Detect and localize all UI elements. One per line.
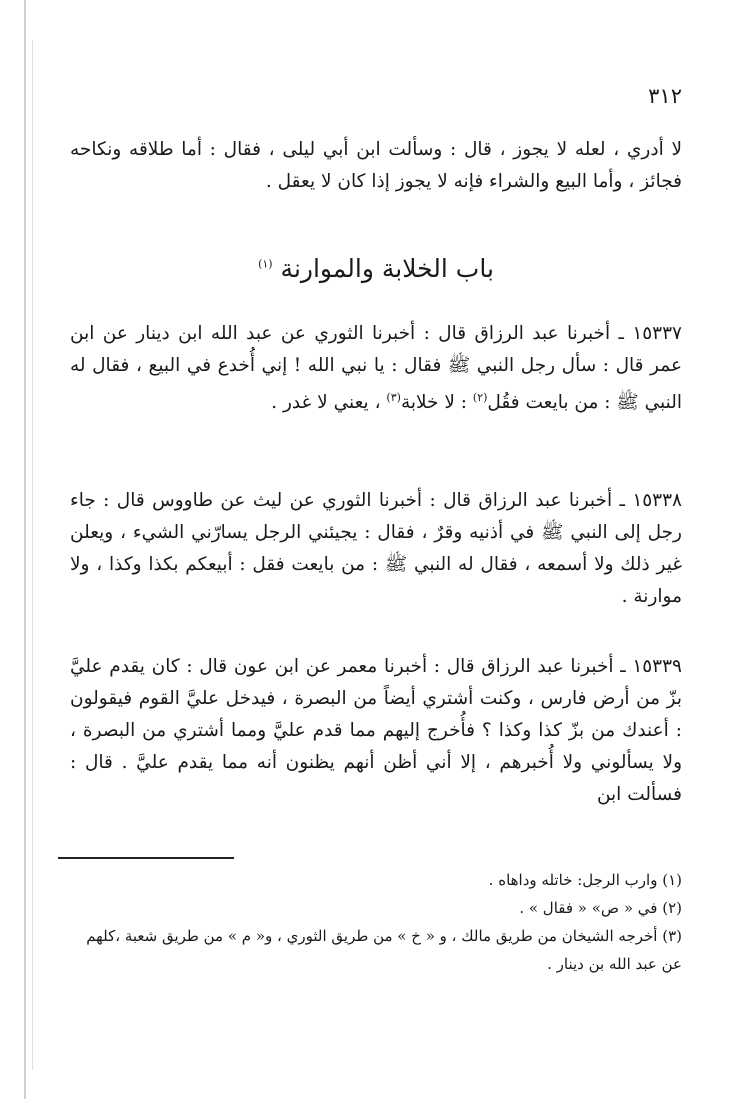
chapter-title: باب الخلابة والموارنة	[280, 254, 494, 283]
intro-text: لا أدري ، لعله لا يجوز ، قال : وسألت ابن أبي ليلى ، فقال : أما طلاقه ونكاحه فجائز ، وأما البيع والشراء فإنه لا يجوز إذا كان لا يعقل .	[70, 139, 682, 192]
hadith-text: : لا خلابة	[400, 392, 473, 414]
hadith-text: ١٥٣٣٧ ـ أخبرنا عبد الرزاق قال : أخبرنا الثوري عن عبد الله ابن دينار عن ابن عمر قال : سأل رجل النبي ﷺ فقال : يا نبي الله ! إني أُخدع في البيع ، فقال له النبي ﷺ : من بايعت فقُل	[70, 323, 682, 414]
hadith-text: ١٥٣٣٩ ـ أخبرنا عبد الرزاق قال : أخبرنا معمر عن ابن عون قال : كان يقدم عليَّ بزّ من أرض فارس ، وكنت أشتري أيضاً من البصرة ، فيدخل عليَّ القوم فيقولون : أعندك من بزّ كذا وكذا ؟ فأُخرج إليهم مما قدم عليَّ ومما أشتري من البصرة ، ولا يسألوني ولا أُخبرهم ، إلا أني أظن أنهم يظنون أنه مما يقدم عليَّ . قال : فسألت ابن	[70, 656, 682, 805]
footnote-3: (٣) أخرجه الشيخان من طريق مالك ، و « خ » من طريق الثوري ، و« م » من طريق شعبة ،كلهم عن عبد الله بن دينار .	[86, 927, 682, 973]
document-page	[70, 0, 682, 1099]
footnote-1: (١) وارب الرجل: خاتله وداهاه .	[488, 871, 682, 889]
intro-paragraph	[70, 134, 682, 198]
chapter-footnote-ref: (١)	[258, 257, 273, 271]
footnote-2: (٢) في « ص» « فقال » .	[519, 899, 682, 917]
footnotes	[70, 866, 682, 978]
margin-line-inner	[32, 40, 33, 1070]
margin-line	[24, 0, 26, 1099]
hadith-text: ، يعني لا غدر .	[271, 392, 387, 414]
hadith-paragraph	[70, 318, 682, 419]
hadith-15339	[70, 651, 682, 811]
footnote-divider	[58, 857, 234, 859]
hadith-15337	[70, 318, 682, 419]
footnote-ref: (٣)	[386, 391, 401, 404]
chapter-heading	[70, 254, 682, 283]
footnote-ref: (٢)	[472, 391, 488, 404]
hadith-text: ١٥٣٣٨ ـ أخبرنا عبد الرزاق قال : أخبرنا الثوري عن ليث عن طاووس قال : جاء رجل إلى النبي ﷺ في أذنيه وقرٌ ، فقال : يجيئني الرجل يسارّني الشيء ، ويعلن غير ذلك ولا أسمعه ، فقال له النبي ﷺ : من بايعت فقل : أبيعكم بكذا وكذا ، ولا موارنة .	[70, 490, 682, 607]
hadith-15338	[70, 485, 682, 613]
page-number: ٣١٢	[648, 84, 682, 108]
